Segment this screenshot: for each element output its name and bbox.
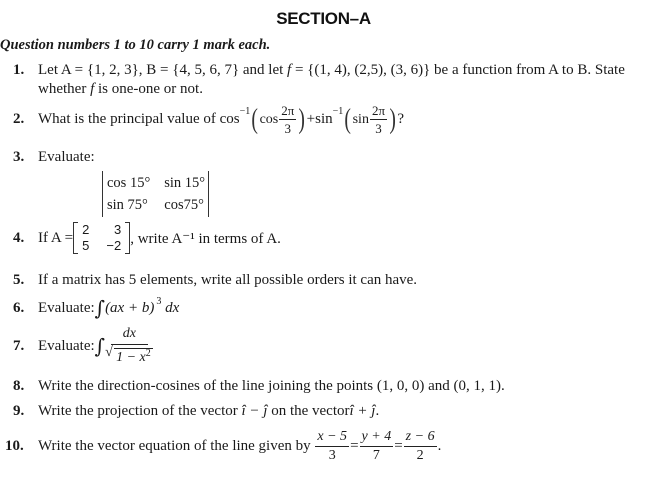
question-number: 2. <box>13 111 25 127</box>
question-2 <box>13 104 404 135</box>
question-text: Evaluate: <box>38 299 95 316</box>
question-number: 5. <box>13 272 25 288</box>
sin-fn: sin <box>352 111 369 127</box>
question-number: 3. <box>13 149 25 165</box>
inverse-exponent: −1 <box>332 106 344 117</box>
question-1-continued <box>38 81 203 98</box>
instructions: Question numbers 1 to 10 carry 1 mark each. <box>0 37 271 53</box>
paren-close: ) <box>389 103 396 135</box>
numerator: z − 6 <box>404 430 437 447</box>
matrix-cell: 3 <box>113 222 122 237</box>
denominator: 3 <box>375 121 382 136</box>
denominator: 2 <box>416 448 424 463</box>
inverse-exponent: −1 <box>239 106 251 117</box>
question-number: 6. <box>13 299 25 316</box>
integrand: (ax + b) <box>105 299 155 316</box>
numerator: x − 5 <box>315 430 349 447</box>
denominator: 3 <box>328 448 336 463</box>
denominator: 3 <box>284 121 292 136</box>
fraction <box>106 327 153 365</box>
equals-sign: = <box>394 438 403 454</box>
question-9 <box>13 403 379 420</box>
question-6 <box>13 296 179 320</box>
question-text: If a matrix has 5 elements, write all possible orders it can have. <box>38 272 418 288</box>
function-symbol: f <box>287 62 292 78</box>
det-cell: sin 15° <box>164 175 206 191</box>
fraction-x <box>315 430 349 463</box>
integral-sign: ∫ <box>94 334 106 358</box>
paren-close: ) <box>298 103 306 135</box>
section-title: SECTION–A <box>276 9 371 28</box>
question-number: 8. <box>13 378 25 394</box>
question-text: What is the principal value of <box>38 111 216 127</box>
matrix-cell: −2 <box>106 238 122 253</box>
question-text: on the vector <box>271 403 350 419</box>
question-text: is one-one or not. <box>97 81 203 97</box>
question-text: Write the projection of the vector <box>38 403 238 419</box>
equals-sign: = <box>350 438 359 454</box>
question-1 <box>13 62 625 79</box>
vector-1: î − ĵ <box>241 403 268 419</box>
question-number: 10. <box>5 438 24 454</box>
denominator: 7 <box>372 448 380 463</box>
numerator: 2π <box>371 103 386 118</box>
numerator: y + 4 <box>360 430 394 447</box>
question-number: 1. <box>13 62 25 78</box>
question-prefix: If A = <box>38 229 74 246</box>
matrix <box>73 222 130 254</box>
question-text: Evaluate: <box>38 337 95 354</box>
integral-sign: ∫ <box>94 296 106 320</box>
question-10 <box>5 430 441 463</box>
question-text: Write the direction-cosines of the line joining the points (1, 0, 0) and (0, 1, 1). <box>38 378 505 394</box>
exponent: 3 <box>156 296 162 307</box>
question-4 <box>13 222 281 254</box>
question-number: 9. <box>13 403 25 419</box>
question-3 <box>13 149 95 166</box>
matrix-cell: 2 <box>82 222 90 237</box>
cos-fn: cos <box>259 111 279 127</box>
question-number: 7. <box>13 337 25 354</box>
numerator: dx <box>111 327 148 345</box>
exponent: 2 <box>145 348 151 359</box>
det-cell: cos 15° <box>107 175 151 191</box>
function-symbol: f <box>90 81 95 97</box>
question-mark: ? <box>397 111 405 127</box>
question-text: Evaluate: <box>38 149 95 165</box>
numerator: 2π <box>281 103 295 118</box>
fraction-z <box>404 430 437 463</box>
denominator <box>106 345 153 365</box>
question-5 <box>13 272 417 289</box>
question-suffix: , write A⁻¹ in terms of A. <box>130 230 281 247</box>
fraction <box>370 104 387 135</box>
radicand: 1 − x <box>116 350 146 365</box>
question-text: whether <box>38 81 87 97</box>
matrix-cell: 5 <box>82 238 90 253</box>
question-text: Write the vector equation of the line given by <box>38 438 311 454</box>
det-cell: sin 75° <box>107 197 148 213</box>
question-8 <box>13 378 505 395</box>
math-expression <box>220 104 404 135</box>
question-text: = {(1, 4), (2,5), (3, 6)} be a function from A to B. State <box>294 62 625 78</box>
question-7 <box>13 327 154 365</box>
paren-open: ( <box>344 103 352 135</box>
question-text: Let A = {1, 2, 3}, B = {4, 5, 6, 7} and let <box>38 62 284 78</box>
sin-fn: sin <box>315 111 333 127</box>
cos-fn: cos <box>219 111 240 127</box>
vector-2: î + ĵ <box>349 403 376 419</box>
paren-open: ( <box>251 103 259 135</box>
determinant <box>102 171 209 217</box>
period: . <box>437 438 442 454</box>
det-cell: cos75° <box>164 197 204 213</box>
period: . <box>375 403 380 419</box>
fraction <box>279 104 296 135</box>
plus-sign: + <box>306 111 316 127</box>
square-root <box>114 348 153 365</box>
question-number: 4. <box>13 229 25 246</box>
fraction-y <box>360 430 394 463</box>
differential: dx <box>165 299 180 316</box>
